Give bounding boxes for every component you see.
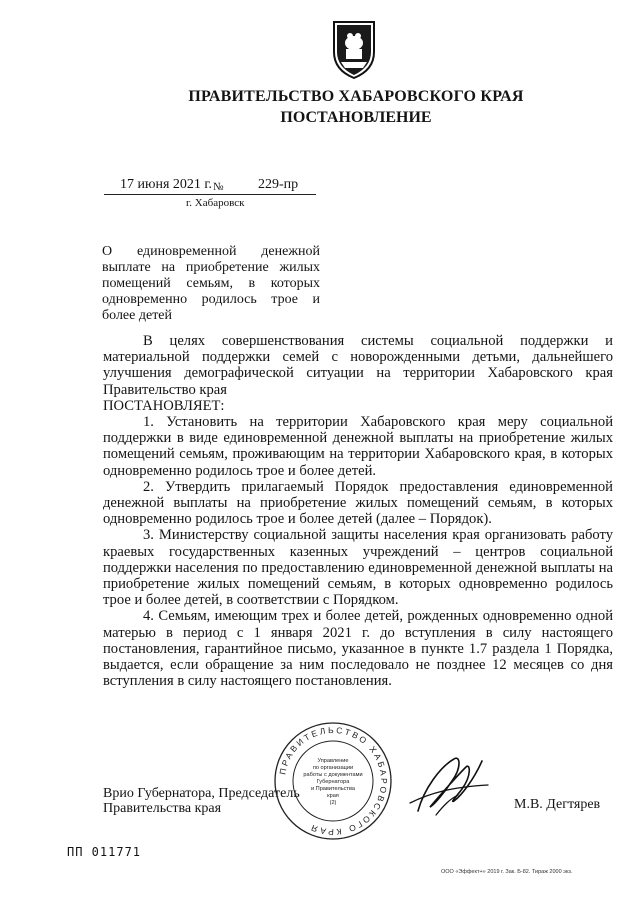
stamp-line: Губернатора (316, 779, 350, 785)
number-sign: № (213, 181, 224, 193)
stamp-line: и Правительства (311, 786, 355, 792)
form-serial-number: ПП 011771 (67, 845, 142, 859)
handwritten-signature (400, 745, 492, 825)
body-item: 1. Установить на территории Хабаровского края меру социальной поддержки в виде единовременной денежной выплаты на приобретение жилых помещений семьям, проживающим на территории Хабаровского края, в которых одновременно родилось трое и более детей. (103, 414, 613, 479)
document-body (103, 333, 613, 689)
signatory-role-line: Правительства края (103, 801, 222, 816)
printer-imprint: ООО «Эффект+» 2019 г. Зак. Б-82. Тираж 2000 экз. (441, 869, 573, 875)
stamp-line: работы с документами (303, 772, 363, 778)
body-item: 4. Семьям, имеющим трех и более детей, рожденных одновременно одной матерью в период с 1 января 2021 г. до вступления в силу настоящего постановления, гарантийное письмо, указанное в пункте 1.7 раздела 1 Порядка, выдается, если обращение за ним последовало не позднее 12 месяцев со дня вступления в силу настоящего постановления. (103, 608, 613, 690)
stamp-line: края (327, 793, 339, 799)
official-stamp (272, 720, 394, 842)
signatory-role (103, 786, 300, 816)
stamp-line: Управление (317, 758, 349, 764)
date-number-underline (104, 194, 316, 195)
body-intro: В целях совершенствования системы социальной поддержки и материальной поддержки семей с новорожденными детьми, дальнейшего улучшения демографической ситуации на территории Хабаровского края Правительство края (103, 333, 613, 398)
stamp-line: по организации (312, 765, 354, 771)
body-item: 3. Министерству социальной защиты населения края организовать работу краевых государственных казенных учреждений – центров социальной поддержки населения по предоставлению единовременной денежной выплаты на приобретение жилых помещений семьям, в которых одновременно родилось трое и более детей, в соответствии с Порядком. (103, 527, 613, 609)
document-subject: О единовременной денежной выплате на приобретение жилых помещений семьям, в которых одновременно родилось трое и более детей (102, 244, 320, 323)
document-city: г. Хабаровск (186, 197, 245, 209)
coat-of-arms-emblem (330, 18, 378, 80)
document-type: ПОСТАНОВЛЕНИЕ (280, 109, 432, 126)
signatory-name: М.В. Дегтярев (514, 797, 601, 812)
government-title: ПРАВИТЕЛЬСТВО ХАБАРОВСКОГО КРАЯ (188, 88, 524, 105)
document-date: 17 июня 2021 г. (120, 177, 213, 192)
stamp-ring-text: ПРАВИТЕЛЬСТВО ХАБАРОВСКОГО КРАЯ (277, 724, 390, 838)
signatory-role-line: Врио Губернатора, Председатель (103, 786, 300, 801)
body-resolves: ПОСТАНОВЛЯЕТ: (103, 397, 225, 414)
stamp-line: (2) (329, 800, 337, 806)
body-item: 2. Утвердить прилагаемый Порядок предоставления единовременной денежной выплаты на приобретение жилых помещений семьям, в которых одновременно родилось трое и более детей (далее – Порядок). (103, 478, 613, 528)
document-number: 229-пр (258, 177, 299, 192)
